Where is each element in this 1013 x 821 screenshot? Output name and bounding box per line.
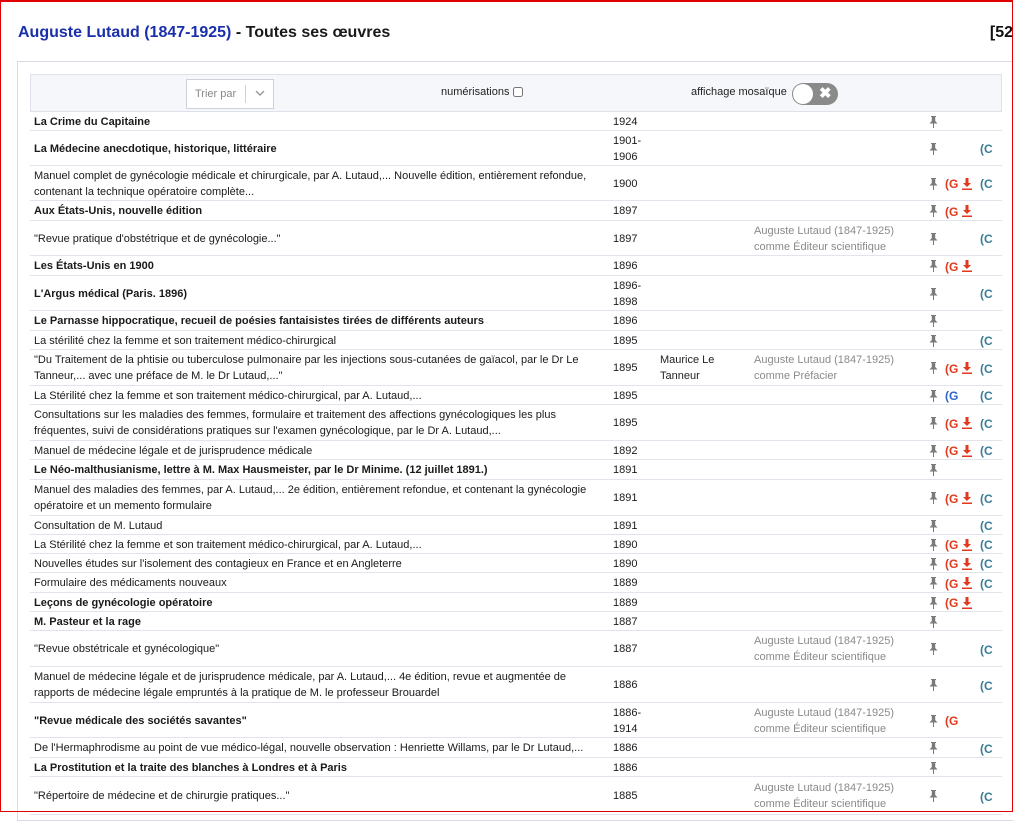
catalogue-link-icon[interactable]: (C bbox=[980, 444, 993, 458]
digitizations-filter[interactable] bbox=[441, 86, 523, 98]
work-year: 1891 bbox=[613, 519, 638, 532]
table-row bbox=[30, 573, 1002, 593]
catalogue-link-icon[interactable]: (C bbox=[980, 741, 993, 756]
catalogue-link-icon[interactable]: (C bbox=[980, 334, 993, 348]
row-actions bbox=[928, 593, 1002, 611]
digitizations-label: numérisations bbox=[441, 86, 510, 98]
title-separator: - bbox=[231, 24, 246, 41]
work-title[interactable]: "Répertoire de médecine et de chirurgie pratiques..." bbox=[34, 790, 290, 802]
work-title[interactable]: M. Pasteur et la rage bbox=[34, 615, 141, 628]
row-actions bbox=[928, 112, 1002, 130]
work-title[interactable]: "Revue médicale des sociétés savantes" bbox=[34, 714, 247, 727]
works-count: [52 bbox=[989, 24, 1013, 41]
catalogue-link-icon[interactable]: (C bbox=[980, 389, 993, 403]
table-row bbox=[30, 516, 1002, 535]
table-row bbox=[30, 593, 1002, 612]
author-link[interactable]: Auguste Lutaud (1847-1925) bbox=[18, 24, 232, 41]
work-title[interactable]: "Revue obstétricale et gynécologique" bbox=[34, 643, 220, 655]
gallica-link-icon[interactable]: (G bbox=[945, 557, 959, 571]
table-row bbox=[30, 612, 1002, 631]
table-row bbox=[30, 131, 1002, 166]
table-row bbox=[30, 350, 1002, 386]
download-icon[interactable] bbox=[962, 205, 972, 217]
gallica-link-icon[interactable]: (G bbox=[945, 538, 959, 552]
work-year: 1895 bbox=[613, 334, 638, 347]
chevron-down-icon bbox=[253, 86, 267, 100]
work-year: 1891 bbox=[613, 492, 638, 504]
digitizations-checkbox[interactable] bbox=[513, 87, 523, 97]
work-year: 1895 bbox=[613, 389, 638, 402]
pushpin-icon[interactable] bbox=[929, 643, 938, 655]
catalogue-link-icon[interactable]: (C bbox=[980, 557, 993, 571]
pushpin-icon[interactable] bbox=[929, 143, 938, 155]
work-year: 1886 bbox=[613, 742, 638, 754]
row-actions bbox=[928, 386, 1002, 404]
pushpin-icon[interactable] bbox=[929, 205, 938, 217]
row-actions bbox=[928, 131, 1002, 165]
work-title[interactable]: Consultations sur les maladies des femmes, formulaire et traitement des affections gynécologiques les plus fréquentes, suivi de considérations pratiques sur l'examen gynécologique, par le Dr A. Lutaud,... bbox=[34, 409, 556, 437]
row-actions bbox=[928, 331, 1002, 349]
gallica-link-icon[interactable]: (G bbox=[945, 444, 959, 458]
sort-placeholder: Trier par bbox=[195, 88, 237, 100]
catalogue-link-icon[interactable]: (C bbox=[980, 789, 993, 804]
catalogue-link-icon[interactable]: (C bbox=[980, 416, 993, 431]
work-year: 1886 bbox=[613, 761, 638, 774]
row-actions bbox=[928, 201, 1002, 220]
table-row bbox=[30, 201, 1002, 221]
work-title[interactable]: Aux États-Unis, nouvelle édition bbox=[34, 205, 203, 217]
pushpin-icon[interactable] bbox=[929, 260, 938, 272]
table-row bbox=[30, 112, 1002, 131]
work-title[interactable]: Consultation de M. Lutaud bbox=[34, 519, 163, 532]
row-actions bbox=[928, 276, 1002, 310]
download-icon[interactable] bbox=[962, 597, 972, 609]
download-icon[interactable] bbox=[962, 260, 972, 272]
row-actions bbox=[928, 777, 1002, 814]
work-year: 1890 bbox=[613, 538, 638, 551]
work-role: Auguste Lutaud (1847-1925) comme Éditeur scientifique bbox=[754, 224, 895, 253]
mosaic-toggle[interactable] bbox=[792, 83, 838, 105]
pushpin-icon[interactable] bbox=[929, 445, 938, 457]
catalogue-link-icon[interactable]: (C bbox=[980, 519, 993, 533]
pushpin-icon[interactable] bbox=[929, 762, 938, 774]
table-row bbox=[30, 256, 1002, 276]
pushpin-icon[interactable] bbox=[929, 116, 938, 128]
catalogue-link-icon[interactable]: (C bbox=[980, 642, 993, 657]
works-table bbox=[30, 112, 1002, 815]
catalogue-link-icon[interactable]: (C bbox=[980, 142, 993, 156]
pushpin-icon[interactable] bbox=[929, 390, 938, 402]
works-panel bbox=[17, 61, 1013, 821]
work-year: 1887 bbox=[613, 615, 638, 628]
table-row bbox=[30, 667, 1002, 703]
gallica-link-icon[interactable]: (G bbox=[945, 389, 959, 403]
work-title[interactable]: La Médecine anecdotique, historique, littéraire bbox=[34, 142, 277, 155]
work-title[interactable]: La Stérilité chez la femme et son traitement médico-chirurgical, par A. Lutaud,... bbox=[34, 389, 422, 402]
row-actions bbox=[928, 256, 1002, 275]
table-row bbox=[30, 386, 1002, 405]
work-year: 1897 bbox=[613, 205, 638, 217]
download-icon[interactable] bbox=[962, 558, 972, 570]
work-year: 1895 bbox=[613, 417, 638, 429]
table-row bbox=[30, 554, 1002, 573]
work-title[interactable]: Le Néo-malthusianisme, lettre à M. Max Hausmeister, par le Dr Minime. (12 juillet 1891.) bbox=[34, 464, 488, 476]
catalogue-link-icon[interactable]: (C bbox=[980, 538, 993, 552]
work-title[interactable]: Manuel de médecine légale et de jurisprudence médicale, par A. Lutaud,... 4e édition, revue et augmentée de rapports de médecine légale empruntés à la pratique de M. le professeur Brouardel bbox=[34, 671, 567, 699]
pushpin-icon[interactable] bbox=[929, 558, 938, 570]
work-year: 1887 bbox=[613, 643, 638, 655]
table-row bbox=[30, 166, 1002, 201]
table-row bbox=[30, 405, 1002, 441]
row-actions bbox=[928, 221, 1002, 255]
table-row bbox=[30, 331, 1002, 350]
title-subtitle: Toutes ses œuvres bbox=[245, 24, 391, 41]
row-actions bbox=[928, 480, 1002, 515]
row-actions bbox=[928, 703, 1002, 737]
work-title[interactable]: L'Argus médical (Paris. 1896) bbox=[34, 287, 188, 300]
table-row bbox=[30, 777, 1002, 815]
download-icon[interactable] bbox=[962, 577, 972, 589]
table-row bbox=[30, 221, 1002, 256]
work-role: Auguste Lutaud (1847-1925) comme Préfacier bbox=[754, 354, 895, 382]
mosaic-label: affichage mosaïque bbox=[691, 86, 787, 98]
select-divider bbox=[245, 85, 246, 103]
download-icon[interactable] bbox=[962, 445, 972, 457]
work-title[interactable]: Les États-Unis en 1900 bbox=[34, 260, 154, 272]
pushpin-icon[interactable] bbox=[929, 790, 938, 802]
work-title[interactable]: "Du Traitement de la phtisie ou tuberculose pulmonaire par les injections sous-cutanées de gaïacol, par le Dr Le Tanneur,... avec une préface de M. le Dr Lutaud,..." bbox=[34, 354, 579, 382]
work-year: 1900 bbox=[613, 177, 638, 190]
row-actions bbox=[928, 460, 1002, 479]
table-row bbox=[30, 535, 1002, 554]
gallica-link-icon[interactable]: (G bbox=[945, 416, 959, 431]
work-title[interactable]: La stérilité chez la femme et son traitement médico-chirurgical bbox=[34, 334, 337, 347]
table-row bbox=[30, 441, 1002, 460]
pushpin-icon[interactable] bbox=[929, 715, 938, 727]
work-year: 1891 bbox=[613, 464, 638, 476]
pushpin-icon[interactable] bbox=[929, 335, 938, 347]
gallica-link-icon[interactable]: (G bbox=[945, 491, 959, 506]
work-year: 1886 bbox=[613, 679, 638, 691]
catalogue-link-icon[interactable]: (C bbox=[980, 361, 993, 376]
work-title[interactable]: Nouvelles études sur l'isolement des contagieux en France et en Angleterre bbox=[34, 557, 402, 570]
row-actions bbox=[928, 573, 1002, 592]
table-row bbox=[30, 460, 1002, 480]
table-row bbox=[30, 480, 1002, 516]
row-actions bbox=[928, 667, 1002, 702]
filter-toolbar bbox=[30, 74, 1002, 112]
work-title[interactable]: Leçons de gynécologie opératoire bbox=[34, 596, 213, 609]
work-year: 1895 bbox=[613, 362, 638, 374]
download-icon[interactable] bbox=[962, 492, 972, 504]
row-actions bbox=[928, 535, 1002, 553]
row-actions bbox=[928, 758, 1002, 776]
work-year: 1901-1906 bbox=[613, 134, 642, 163]
catalogue-link-icon[interactable]: (C bbox=[980, 232, 993, 246]
pushpin-icon[interactable] bbox=[929, 288, 938, 300]
work-title[interactable]: Manuel de médecine légale et de jurisprudence médicale bbox=[34, 444, 313, 457]
pushpin-icon[interactable] bbox=[929, 616, 938, 628]
work-year: 1896-1898 bbox=[613, 279, 642, 308]
download-icon[interactable] bbox=[962, 417, 972, 429]
download-icon[interactable] bbox=[962, 178, 972, 190]
pushpin-icon[interactable] bbox=[929, 742, 938, 754]
gallica-link-icon[interactable]: (G bbox=[945, 596, 959, 610]
download-icon[interactable] bbox=[962, 362, 972, 374]
table-row bbox=[30, 738, 1002, 758]
work-year: 1890 bbox=[613, 557, 638, 570]
work-title[interactable]: Formulaire des médicaments nouveaux bbox=[34, 577, 227, 589]
gallica-link-icon[interactable]: (G bbox=[945, 361, 959, 376]
close-icon: ✖ bbox=[819, 85, 832, 102]
work-year: 1892 bbox=[613, 444, 638, 457]
table-row bbox=[30, 311, 1002, 331]
row-actions bbox=[928, 516, 1002, 534]
row-actions bbox=[928, 612, 1002, 630]
work-title[interactable]: De l'Hermaphrodisme au point de vue médico-légal, nouvelle observation : Henriette Willams, par le Dr Lutaud,... bbox=[34, 742, 584, 754]
pushpin-icon[interactable] bbox=[929, 464, 938, 476]
sort-select[interactable] bbox=[186, 79, 274, 109]
pushpin-icon[interactable] bbox=[929, 233, 938, 245]
gallica-link-icon[interactable]: (G bbox=[945, 576, 959, 591]
work-year: 1897 bbox=[613, 232, 638, 245]
pushpin-icon[interactable] bbox=[929, 492, 938, 504]
work-title[interactable]: Le Parnasse hippocratique, recueil de poésies fantaisistes tirées de différents auteurs bbox=[34, 315, 484, 327]
work-year: 1886-1914 bbox=[613, 706, 642, 735]
work-year: 1896 bbox=[613, 315, 638, 327]
page-title bbox=[18, 24, 1013, 48]
pushpin-icon[interactable] bbox=[929, 178, 938, 190]
pushpin-icon[interactable] bbox=[929, 577, 938, 589]
gallica-link-icon[interactable]: (G bbox=[945, 177, 959, 191]
work-title[interactable]: La Stérilité chez la femme et son traitement médico-chirurgical, par A. Lutaud,... bbox=[34, 538, 422, 551]
row-actions bbox=[928, 441, 1002, 459]
catalogue-link-icon[interactable]: (C bbox=[980, 287, 993, 301]
work-role: Auguste Lutaud (1847-1925) comme Éditeur scientifique bbox=[754, 635, 895, 663]
work-title[interactable]: "Revue pratique d'obstétrique et de gynécologie..." bbox=[34, 232, 281, 245]
catalogue-link-icon[interactable]: (C bbox=[980, 491, 993, 506]
table-row bbox=[30, 758, 1002, 777]
row-actions bbox=[928, 350, 1002, 385]
table-row bbox=[30, 276, 1002, 311]
work-title[interactable]: Manuel complet de gynécologie médicale et chirurgicale, par A. Lutaud,... Nouvelle édition, entièrement refondue, contenant la technique opératoire complète... bbox=[34, 169, 587, 198]
pushpin-icon[interactable] bbox=[929, 597, 938, 609]
gallica-link-icon[interactable]: (G bbox=[945, 714, 959, 728]
work-year: 1924 bbox=[613, 115, 638, 128]
work-title[interactable]: La Crime du Capitaine bbox=[34, 115, 151, 128]
row-actions bbox=[928, 405, 1002, 440]
work-title[interactable]: Manuel des maladies des femmes, par A. Lutaud,... 2e édition, entièrement refondue, et contenant la gynécologie opératoire et un memento formulaire bbox=[34, 484, 587, 512]
work-year: 1885 bbox=[613, 790, 638, 802]
catalogue-link-icon[interactable]: (C bbox=[980, 576, 993, 591]
work-year: 1889 bbox=[613, 577, 638, 589]
toggle-knob bbox=[793, 84, 813, 104]
work-year: 1889 bbox=[613, 596, 638, 609]
row-actions bbox=[928, 311, 1002, 330]
pushpin-icon[interactable] bbox=[929, 520, 938, 532]
catalogue-link-icon[interactable]: (C bbox=[980, 177, 993, 191]
table-row bbox=[30, 703, 1002, 738]
download-icon[interactable] bbox=[962, 539, 972, 551]
work-title[interactable]: La Prostitution et la traite des blanches à Londres et à Paris bbox=[34, 761, 347, 774]
gallica-link-icon[interactable]: (G bbox=[945, 259, 959, 274]
pushpin-icon[interactable] bbox=[929, 417, 938, 429]
pushpin-icon[interactable] bbox=[929, 679, 938, 691]
row-actions bbox=[928, 631, 1002, 666]
work-role: Auguste Lutaud (1847-1925) comme Éditeur scientifique bbox=[754, 706, 895, 735]
work-year: 1896 bbox=[613, 260, 638, 272]
pushpin-icon[interactable] bbox=[929, 539, 938, 551]
work-contributor[interactable]: Maurice Le Tanneur bbox=[660, 354, 715, 382]
work-role: Auguste Lutaud (1847-1925) comme Éditeur scientifique bbox=[754, 782, 895, 810]
row-actions bbox=[928, 738, 1002, 757]
row-actions bbox=[928, 554, 1002, 572]
pushpin-icon[interactable] bbox=[929, 315, 938, 327]
row-actions bbox=[928, 166, 1002, 200]
gallica-link-icon[interactable]: (G bbox=[945, 204, 959, 219]
pushpin-icon[interactable] bbox=[929, 362, 938, 374]
table-row bbox=[30, 631, 1002, 667]
catalogue-link-icon[interactable]: (C bbox=[980, 678, 993, 693]
